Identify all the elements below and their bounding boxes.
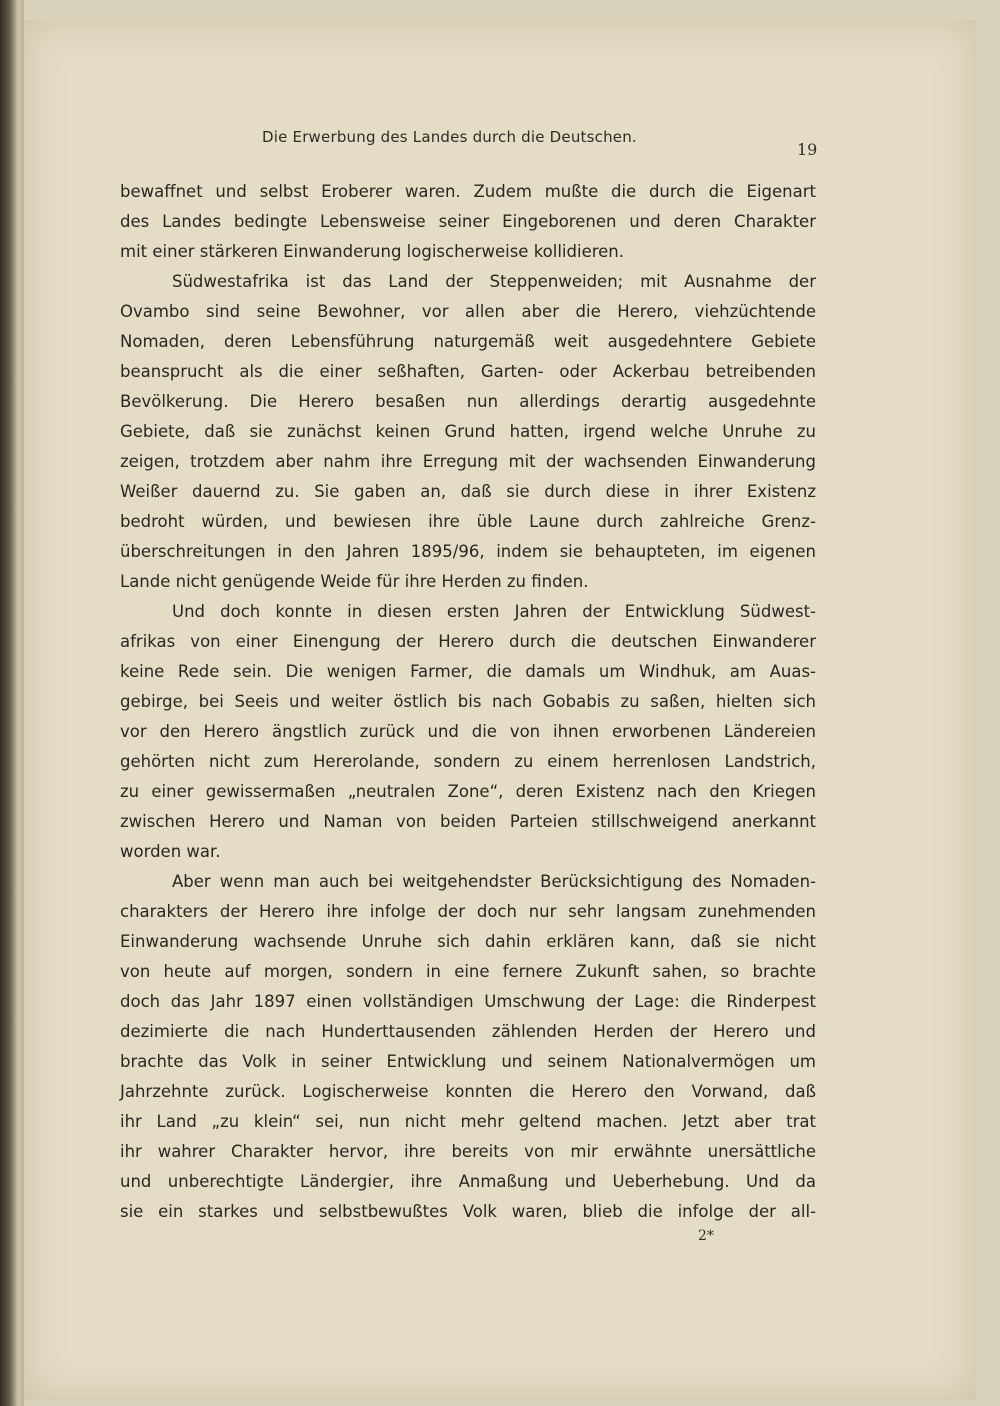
- text-line: des Landes bedingte Lebensweise seiner Eingeborenen und deren Charakter: [120, 212, 816, 231]
- text-line: sie ein starkes und selbstbewußtes Volk waren, blieb die infolge der all-: [120, 1202, 816, 1221]
- text-line: Weißer dauernd zu. Sie gaben an, daß sie durch diese in ihrer Existenz: [120, 482, 816, 501]
- text-line: ihr wahrer Charakter hervor, ihre bereits von mir erwähnte unersättliche: [120, 1142, 816, 1161]
- text-line: Südwestafrika ist das Land der Steppenweiden; mit Ausnahme der: [172, 272, 816, 291]
- text-line: Nomaden, deren Lebensführung naturgemäß weit ausgedehntere Gebiete: [120, 332, 816, 351]
- text-line: dezimierte die nach Hunderttausenden zählenden Herden der Herero und: [120, 1022, 816, 1041]
- text-line: Bevölkerung. Die Herero besaßen nun allerdings derartig ausgedehnte: [120, 392, 816, 411]
- text-line: ihr Land „zu klein“ sei, nun nicht mehr geltend machen. Jetzt aber trat: [120, 1112, 816, 1131]
- running-title: Die Erwerbung des Landes durch die Deutschen.: [262, 128, 637, 146]
- text-line: Und doch konnte in diesen ersten Jahren der Entwicklung Südwest-: [172, 602, 816, 621]
- text-line: und unberechtigte Ländergier, ihre Anmaßung und Ueberhebung. Und da: [120, 1172, 816, 1191]
- text-line: vor den Herero ängstlich zurück und die von ihnen erworbenen Ländereien: [120, 722, 816, 741]
- text-line: bedroht würden, und bewiesen ihre üble Laune durch zahlreiche Grenz-: [120, 512, 816, 531]
- text-line: Einwanderung wachsende Unruhe sich dahin erklären kann, daß sie nicht: [120, 932, 816, 951]
- text-line: zu einer gewissermaßen „neutralen Zone“, deren Existenz nach den Kriegen: [120, 782, 816, 801]
- text-line: zeigen, trotzdem aber nahm ihre Erregung mit der wachsenden Einwanderung: [120, 452, 816, 471]
- text-line: beansprucht als die einer seßhaften, Garten- oder Ackerbau betreibenden: [120, 362, 816, 381]
- text-line: Gebiete, daß sie zunächst keinen Grund hatten, irgend welche Unruhe zu: [120, 422, 816, 441]
- text-line: charakters der Herero ihre infolge der doch nur sehr langsam zunehmenden: [120, 902, 816, 921]
- book-spine-edge: [0, 0, 24, 1406]
- text-line: afrikas von einer Einengung der Herero durch die deutschen Einwanderer: [120, 632, 816, 651]
- text-line: worden war.: [120, 842, 221, 861]
- text-line: brachte das Volk in seiner Entwicklung und seinem Nationalvermögen um: [120, 1052, 816, 1071]
- signature-mark: 2*: [698, 1228, 714, 1244]
- text-line: Aber wenn man auch bei weitgehendster Berücksichtigung des Nomaden-: [172, 872, 816, 891]
- text-line: Ovambo sind seine Bewohner, vor allen aber die Herero, viehzüchtende: [120, 302, 816, 321]
- text-line: Jahrzehnte zurück. Logischerweise konnten die Herero den Vorwand, daß: [120, 1082, 816, 1101]
- text-line: keine Rede sein. Die wenigen Farmer, die damals um Windhuk, am Auas-: [120, 662, 816, 681]
- text-line: bewaffnet und selbst Eroberer waren. Zudem mußte die durch die Eigenart: [120, 182, 816, 201]
- page-number: 19: [797, 140, 818, 159]
- text-line: gebirge, bei Seeis und weiter östlich bis nach Gobabis zu saßen, hielten sich: [120, 692, 816, 711]
- text-line: gehörten nicht zum Hererolande, sondern zu einem herrenlosen Landstrich,: [120, 752, 816, 771]
- text-line: zwischen Herero und Naman von beiden Parteien stillschweigend anerkannt: [120, 812, 816, 831]
- text-line: mit einer stärkeren Einwanderung logischerweise kollidieren.: [120, 242, 624, 261]
- text-line: von heute auf morgen, sondern in eine fernere Zukunft sahen, so brachte: [120, 962, 816, 981]
- text-line: Lande nicht genügende Weide für ihre Herden zu finden.: [120, 572, 589, 591]
- text-line: doch das Jahr 1897 einen vollständigen Umschwung der Lage: die Rinderpest: [120, 992, 816, 1011]
- text-line: überschreitungen in den Jahren 1895/96, indem sie behaupteten, im eigenen: [120, 542, 816, 561]
